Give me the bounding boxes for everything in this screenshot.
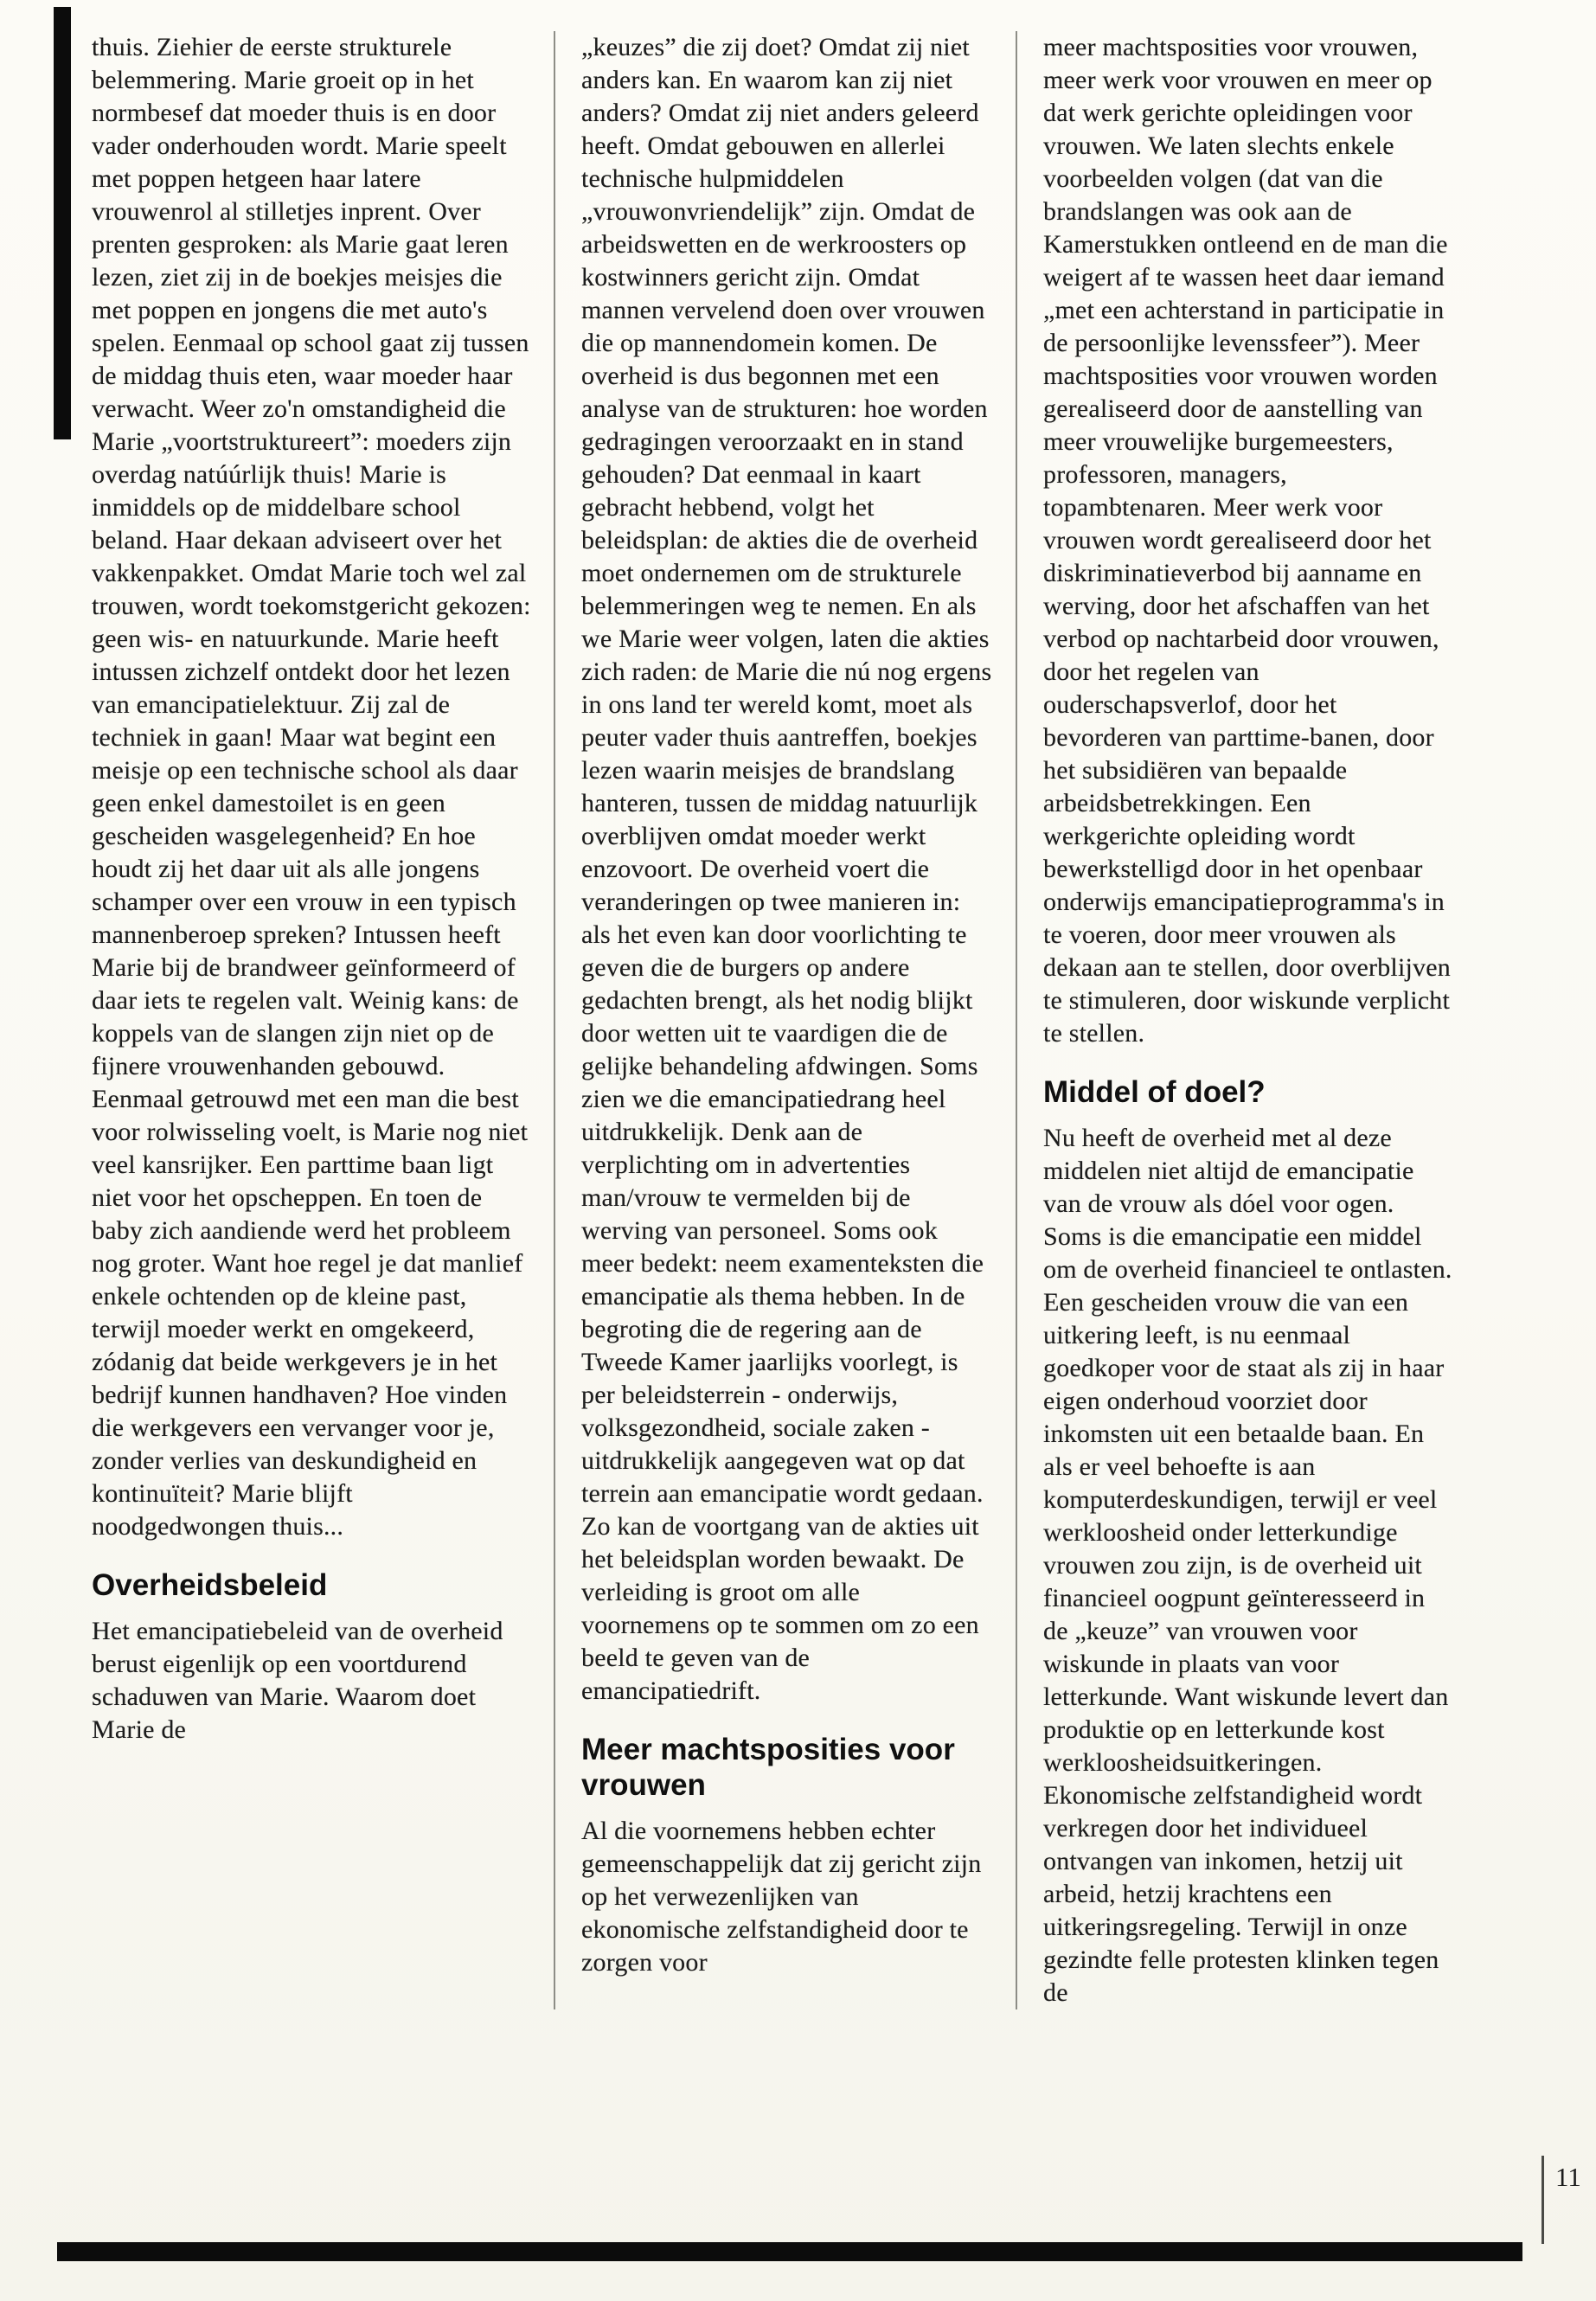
paragraph: Al die voornemens hebben echter gemeenschappelijk dat zij gericht zijn op het verwezenlijken van ekonomische zelfstandigheid door te zorgen voor bbox=[581, 1817, 982, 1977]
section-heading-middel-of-doel: Middel of doel? bbox=[1043, 1075, 1266, 1109]
paragraph: meer machtsposities voor vrouwen, meer werk voor vrouwen en meer op dat werk gerichte opleidingen voor vrouwen. We laten slechts enkele voorbeelden volgen (dat van die brandslangen was ook aan de Kamerstukken ontleend en de man die weigert af te wassen heet daar iemand „met een achterstand in participatie in de persoonlijke levenssfeer”). Meer machtsposities voor vrouwen worden gerealiseerd door de aanstelling van meer vrouwelijke burgemeesters, professoren, managers, topambtenaren. Meer werk voor vrouwen wordt gerealiseerd door het diskriminatieverbod bij aanname en werving, door het afschaffen van het verbod op nachtarbeid door vrouwen, door het regelen van ouderschapsverlof, door het bevorderen van parttime-banen, door het subsidiëren van bepaalde arbeidsbetrekkingen. Een werkgerichte opleiding wordt bewerkstelligd door in het openbaar onderwijs emancipatieprogramma's in te voeren, door meer vrouwen als dekaan aan te stellen, door overblijven te stimuleren, door wiskunde verplicht te stellen. bbox=[1043, 33, 1451, 1048]
paragraph: „keuzes” die zij doet? Omdat zij niet anders kan. En waarom kan zij niet anders? Omdat zij niet anders geleerd heeft. Omdat gebouwen en allerlei technische hulpmiddelen „vrouwonvriendelijk” zijn. Omdat de arbeidswetten en de werkroosters op kostwinners gericht zijn. Omdat mannen vervelend doen over vrouwen die op mannendomein komen. De overheid is dus begonnen met een analyse van de strukturen: hoe worden gedragingen veroorzaakt en in stand gehouden? Dat eenmaal in kaart gebracht hebbend, volgt het beleidsplan: de akties die de overheid moet ondernemen om de strukturele belemmeringen weg te nemen. En als we Marie weer volgen, laten die akties zich raden: de Marie die nú nog ergens in ons land ter wereld komt, moet als peuter vader thuis aantreffen, boekjes lezen waarin meisjes de brandslang hanteren, tussen de middag natuurlijk overblijven omdat moeder werkt enzovoort. De overheid voert die veranderingen op twee manieren in: als het even kan door voorlichting te geven die de burgers op andere gedachten brengt, als het nodig blijkt door wetten uit te vaardigen die de gelijke behandeling afdwingen. Soms zien we die emancipatiedrang heel uitdrukkelijk. Denk aan de verplichting om in advertenties man/vrouw te vermelden bij de werving van personeel. Soms ook meer bedekt: neem examenteksten die emancipatie als thema hebben. In de begroting die de regering aan de Tweede Kamer jaarlijks voorlegt, is per beleidsterrein - onderwijs, volksgezondheid, sociale zaken - uitdrukkelijk aangegeven wat op dat terrein aan emancipatie wordt gedaan. Zo kan de voortgang van de akties uit het beleidsplan worden bewaakt. De verleiding is groot om alle voornemens op te sommen om zo een beeld te geven van de emancipatiedrift. bbox=[581, 33, 992, 1705]
left-margin-bar bbox=[54, 7, 71, 439]
paragraph: thuis. Ziehier de eerste strukturele belemmering. Marie groeit op in het normbesef dat moeder thuis is en door vader onderhouden wordt. Marie speelt met poppen hetgeen haar latere vrouwenrol al stilletjes inprent. Over prenten gesproken: als Marie gaat leren lezen, ziet zij in de boekjes meisjes die met poppen en jongens die met auto's spelen. Eenmaal op school gaat zij tussen de middag thuis eten, waar moeder haar verwacht. Weer zo'n omstandigheid die Marie „voortstruktureert”: moeders zijn overdag natúúrlijk thuis! Marie is inmiddels op de middelbare school beland. Haar dekaan adviseert over het vakkenpakket. Omdat Marie toch wel zal trouwen, wordt toekomstgericht gekozen: geen wis- en natuurkunde. Marie heeft intussen zichzelf ontdekt door het lezen van emancipatielektuur. Zij zal de techniek in gaan! Maar wat begint een meisje op een technische school als daar geen enkel damestoilet is en geen gescheiden wasgelegenheid? En hoe houdt zij het daar uit als alle jongens schamper over een vrouw in een typisch mannenberoep spreken? Intussen heeft Marie bij de brandweer geïnformeerd of daar iets te regelen valt. Weinig kans: de koppels van de slangen zijn niet op de fijnere vrouwenhanden gebouwd. Eenmaal getrouwd met een man die best voor rolwisseling voelt, is Marie nog niet veel kansrijker. Een parttime baan ligt niet voor het opscheppen. En toen de baby zich aandiende werd het probleem nog groter. Want hoe regel je dat manlief enkele ochtenden op de kleine past, terwijl moeder werkt en omgekeerd, zódanig dat beide werkgevers je in het bedrijf kunnen handhaven? Hoe vinden die werkgevers een vervanger voor je, zonder verlies van deskundigheid en kontinuïteit? Marie blijft noodgedwongen thuis... bbox=[92, 33, 531, 1541]
column-3 bbox=[1016, 31, 1455, 2009]
page-number: 11 bbox=[1555, 2162, 1581, 2192]
section-heading-overheidsbeleid: Overheidsbeleid bbox=[92, 1568, 328, 1602]
column-1 bbox=[92, 31, 531, 2009]
page-number-rule bbox=[1542, 2156, 1544, 2244]
bottom-bar bbox=[57, 2242, 1522, 2261]
article-columns bbox=[92, 31, 1521, 2009]
section-heading-machtsposities: Meer machtsposities voor vrouwen bbox=[581, 1733, 955, 1802]
paragraph: Het emancipatiebeleid van de overheid berust eigenlijk op een voortdurend schaduwen van Marie. Waarom doet Marie de bbox=[92, 1617, 503, 1744]
paragraph: Ekonomische zelfstandigheid wordt verkregen door het individueel ontvangen van inkomen, hetzij uit arbeid, hetzij krachtens een uitkeringsregeling. Terwijl in onze gezindte felle protesten klinken tegen de bbox=[1043, 1781, 1439, 2007]
column-2 bbox=[554, 31, 993, 2009]
paragraph: Nu heeft de overheid met al deze middelen niet altijd de emancipatie van de vrouw als dóel voor ogen. Soms is die emancipatie een middel om de overheid financieel te ontlasten. Een gescheiden vrouw die van een uitkering leeft, is nu eenmaal goedkoper voor de staat als zij in haar eigen onderhoud voorziet door inkomsten uit een betaalde baan. En als er veel behoefte is aan komputerdeskundigen, terwijl er veel werkloosheid onder letterkundige vrouwen zou zijn, is de overheid uit financieel oogpunt geïnteresseerd in de „keuze” van vrouwen voor wiskunde in plaats van voor letterkunde. Want wiskunde levert dan produktie op en letterkunde kost werkloosheidsuitkeringen. bbox=[1043, 1124, 1452, 1777]
